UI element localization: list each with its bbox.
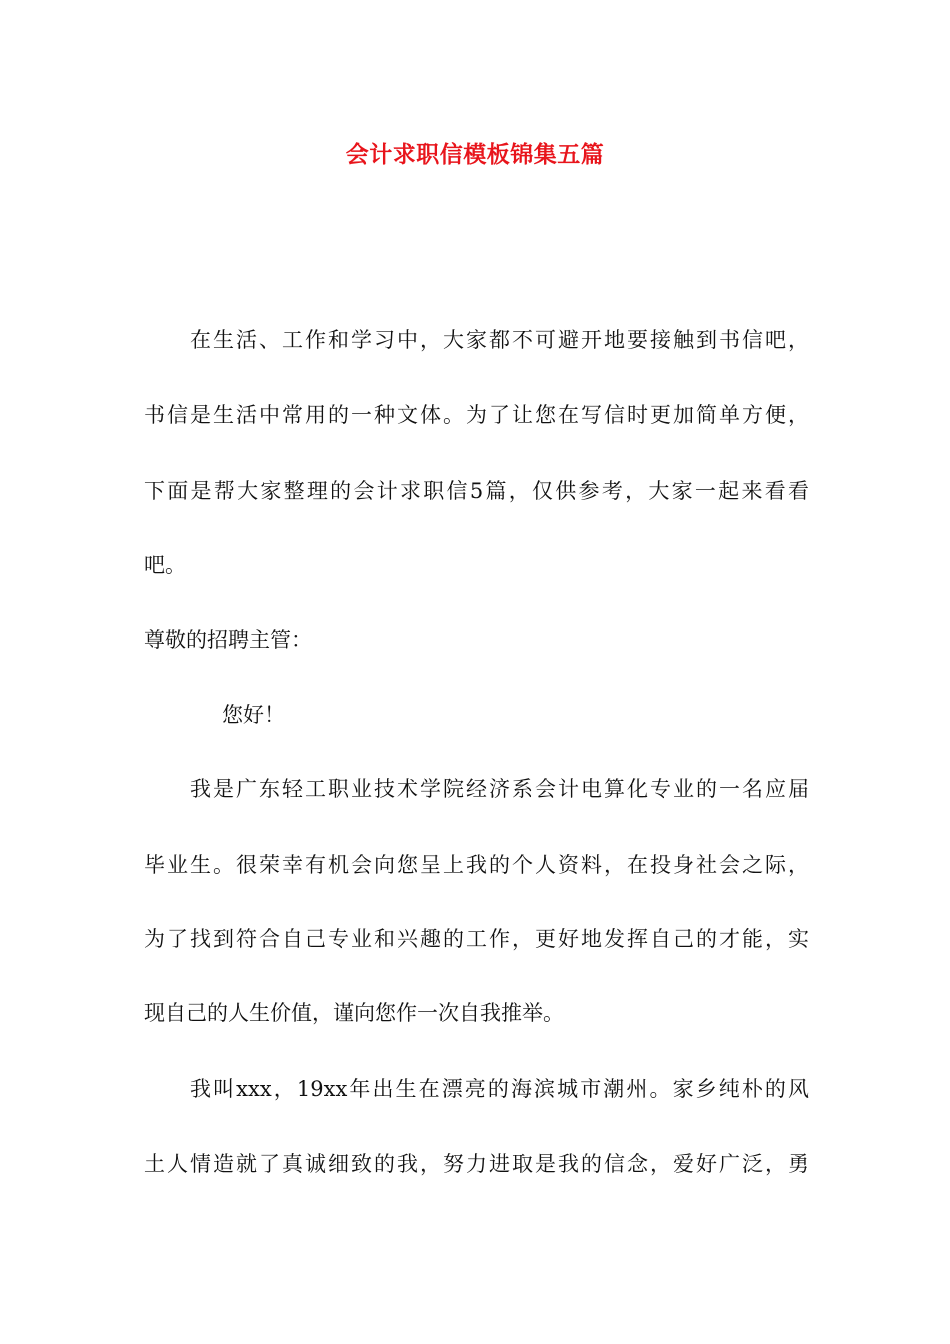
paragraph-line: 为了找到符合自己专业和兴趣的工作，更好地发挥自己的才能，实 [144, 927, 809, 951]
greeting: 您好！ [222, 703, 285, 727]
paragraph-line: 下面是帮大家整理的会计求职信5篇，仅供参考，大家一起来看看 [144, 479, 809, 503]
paragraph-line: 我是广东轻工职业技术学院经济系会计电算化专业的一名应届 [190, 777, 809, 801]
salutation: 尊敬的招聘主管： [144, 628, 312, 652]
paragraph-line: 土人情造就了真诚细致的我，努力进取是我的信念，爱好广泛，勇 [144, 1152, 809, 1176]
paragraph-line: 我叫xxx，19xx年出生在漂亮的海滨城市潮州。家乡纯朴的风 [190, 1077, 809, 1101]
paragraph-line: 在生活、工作和学习中，大家都不可避开地要接触到书信吧， [190, 328, 809, 352]
paragraph-line: 毕业生。很荣幸有机会向您呈上我的个人资料，在投身社会之际， [144, 853, 809, 877]
paragraph-line: 现自己的人生价值，谨向您作一次自我推举。 [144, 1001, 564, 1025]
document-title: 会计求职信模板锦集五篇 [345, 141, 605, 168]
paragraph-line: 书信是生活中常用的一种文体。为了让您在写信时更加简单方便， [144, 403, 809, 427]
paragraph-line: 吧。 [144, 553, 186, 577]
